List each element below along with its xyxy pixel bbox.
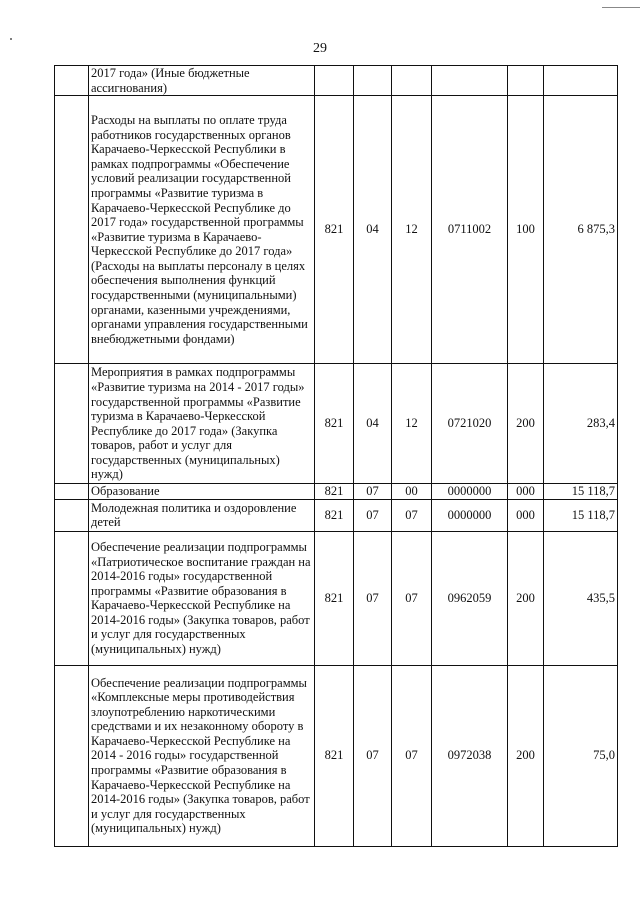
table-row <box>55 364 618 484</box>
expense-type-cell: 200 <box>508 531 544 665</box>
subsection-cell: 12 <box>392 364 432 484</box>
section-cell: 07 <box>354 499 392 531</box>
ministry-cell: 821 <box>315 531 354 665</box>
section-cell: 04 <box>354 364 392 484</box>
amount-cell <box>544 66 618 96</box>
description-cell: Обеспечение реализации подпрограммы «Патриотическое воспитание граждан на 2014-2016 годы» государственной программы «Развитие образования в Карачаево-Черкесской Республике на 2014-2016 годы» (Закупка товаров, работ и услуг для государственных (муниципальных) нужд) <box>89 531 315 665</box>
section-cell: 07 <box>354 665 392 846</box>
subsection-cell: 07 <box>392 499 432 531</box>
amount-cell: 15 118,7 <box>544 484 618 500</box>
target-article-cell: 0711002 <box>432 96 508 364</box>
table-row <box>55 665 618 846</box>
amount-cell: 75,0 <box>544 665 618 846</box>
scan-artifact <box>10 38 12 40</box>
budget-table <box>54 65 618 847</box>
target-article-cell: 0000000 <box>432 499 508 531</box>
description-cell: Расходы на выплаты по оплате труда работников государственных органов Карачаево-Черкесской Республики в рамках подпрограммы «Обеспечение условий реализации государственной программы «Развитие туризма в Карачаево-Черкесской Республике до 2017 года» государственной программы «Развитие туризма в Карачаево-Черкесской Республике до 2017 года» (Расходы на выплаты персоналу в целях обеспечения выполнения функций государственными (муниципальными) органами, казенными учреждениями, органами управления государственными внебюджетными фондами) <box>89 96 315 364</box>
description-cell: Обеспечение реализации подпрограммы «Комплексные меры противодействия злоупотреблению наркотическими средствами и их незаконному обороту в Карачаево-Черкесской Республике на 2014 - 2016 годы» государственной программы «Развитие образования в Карачаево-Черкесской Республике на 2014-2016 годы» (Закупка товаров, работ и услуг для государственных (муниципальных) нужд) <box>89 665 315 846</box>
section-cell: 04 <box>354 96 392 364</box>
section-cell <box>354 66 392 96</box>
table-row <box>55 66 618 96</box>
target-article-cell: 0962059 <box>432 531 508 665</box>
ministry-cell: 821 <box>315 364 354 484</box>
amount-cell: 283,4 <box>544 364 618 484</box>
subsection-cell: 00 <box>392 484 432 500</box>
section-cell: 07 <box>354 531 392 665</box>
row-number-cell <box>55 665 89 846</box>
target-article-cell: 0721020 <box>432 364 508 484</box>
expense-type-cell: 200 <box>508 364 544 484</box>
table-row <box>55 531 618 665</box>
target-article-cell: 0972038 <box>432 665 508 846</box>
ministry-cell <box>315 66 354 96</box>
table-row <box>55 96 618 364</box>
ministry-cell: 821 <box>315 484 354 500</box>
description-cell: Мероприятия в рамках подпрограммы «Развитие туризма на 2014 - 2017 годы» государственной программы «Развитие туризма в Карачаево-Черкесской Республике до 2017 года» (Закупка товаров, работ и услуг для государственных (муниципальных) нужд) <box>89 364 315 484</box>
subsection-cell: 07 <box>392 665 432 846</box>
page-number: 29 <box>313 41 327 56</box>
target-article-cell: 0000000 <box>432 484 508 500</box>
table-row <box>55 499 618 531</box>
row-number-cell <box>55 66 89 96</box>
row-number-cell <box>55 96 89 364</box>
section-cell: 07 <box>354 484 392 500</box>
table-row <box>55 484 618 500</box>
description-cell: Образование <box>89 484 315 500</box>
scan-artifact <box>602 7 640 8</box>
ministry-cell: 821 <box>315 665 354 846</box>
subsection-cell: 12 <box>392 96 432 364</box>
description-cell: Молодежная политика и оздоровление детей <box>89 499 315 531</box>
amount-cell: 15 118,7 <box>544 499 618 531</box>
subsection-cell: 07 <box>392 531 432 665</box>
target-article-cell <box>432 66 508 96</box>
description-cell: 2017 года» (Иные бюджетные ассигнования) <box>89 66 315 96</box>
expense-type-cell <box>508 66 544 96</box>
amount-cell: 6 875,3 <box>544 96 618 364</box>
row-number-cell <box>55 499 89 531</box>
ministry-cell: 821 <box>315 96 354 364</box>
row-number-cell <box>55 531 89 665</box>
row-number-cell <box>55 484 89 500</box>
subsection-cell <box>392 66 432 96</box>
expense-type-cell: 000 <box>508 484 544 500</box>
amount-cell: 435,5 <box>544 531 618 665</box>
expense-type-cell: 200 <box>508 665 544 846</box>
expense-type-cell: 100 <box>508 96 544 364</box>
expense-type-cell: 000 <box>508 499 544 531</box>
ministry-cell: 821 <box>315 499 354 531</box>
row-number-cell <box>55 364 89 484</box>
